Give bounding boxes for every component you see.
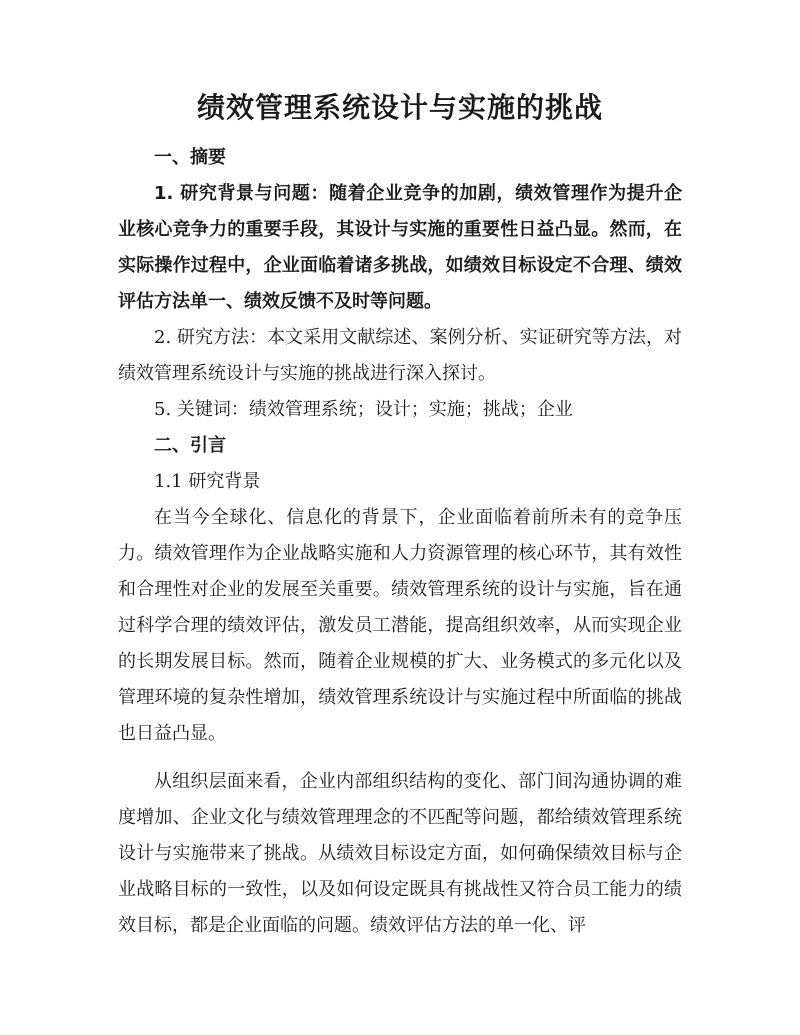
subsection-heading: 1.1 研究背景: [154, 471, 261, 492]
keywords-paragraph: 5. 关键词：绩效管理系统；设计；实施；挑战；企业: [154, 399, 573, 420]
organization-paragraph: 从组织层面来看，企业内部组织结构的变化、部门间沟通协调的难度增加、企业文化与绩效管理理念的不匹配等问题，都给绩效管理系统设计与实施带来了挑战。从绩效目标设定方面，如何确保绩效目标与企业战略目标的一致性，以及如何设定既具有挑战性又符合员工能力的绩效目标，都是企业面临的问题。绩效评估方法的单一化、评: [118, 771, 682, 936]
research-method-paragraph: 2. 研究方法：本文采用文献综述、案例分析、实证研究等方法，对绩效管理系统设计与实施的挑战进行深入探讨。: [118, 327, 682, 384]
research-background-paragraph: 1. 研究背景与问题：随着企业竞争的加剧，绩效管理作为提升企业核心竞争力的重要手段，其设计与实施的重要性日益凸显。然而，在实际操作过程中，企业面临着诸多挑战，如绩效目标设定不合理、绩效评估方法单一、绩效反馈不及时等问题。: [118, 183, 682, 312]
introduction-heading: 二、引言: [154, 435, 226, 456]
document-title: 绩效管理系统设计与实施的挑战: [196, 91, 603, 124]
abstract-heading: 一、摘要: [154, 147, 226, 168]
background-paragraph: 在当今全球化、信息化的背景下，企业面临着前所未有的竞争压力。绩效管理作为企业战略实施和人力资源管理的核心环节，其有效性和合理性对企业的发展至关重要。绩效管理系统的设计与实施，旨在通过科学合理的绩效评估，激发员工潜能，提高组织效率，从而实现企业的长期发展目标。然而，随着企业规模的扩大、业务模式的多元化以及管理环境的复杂性增加，绩效管理系统设计与实施过程中所面临的挑战也日益凸显。: [118, 507, 682, 744]
